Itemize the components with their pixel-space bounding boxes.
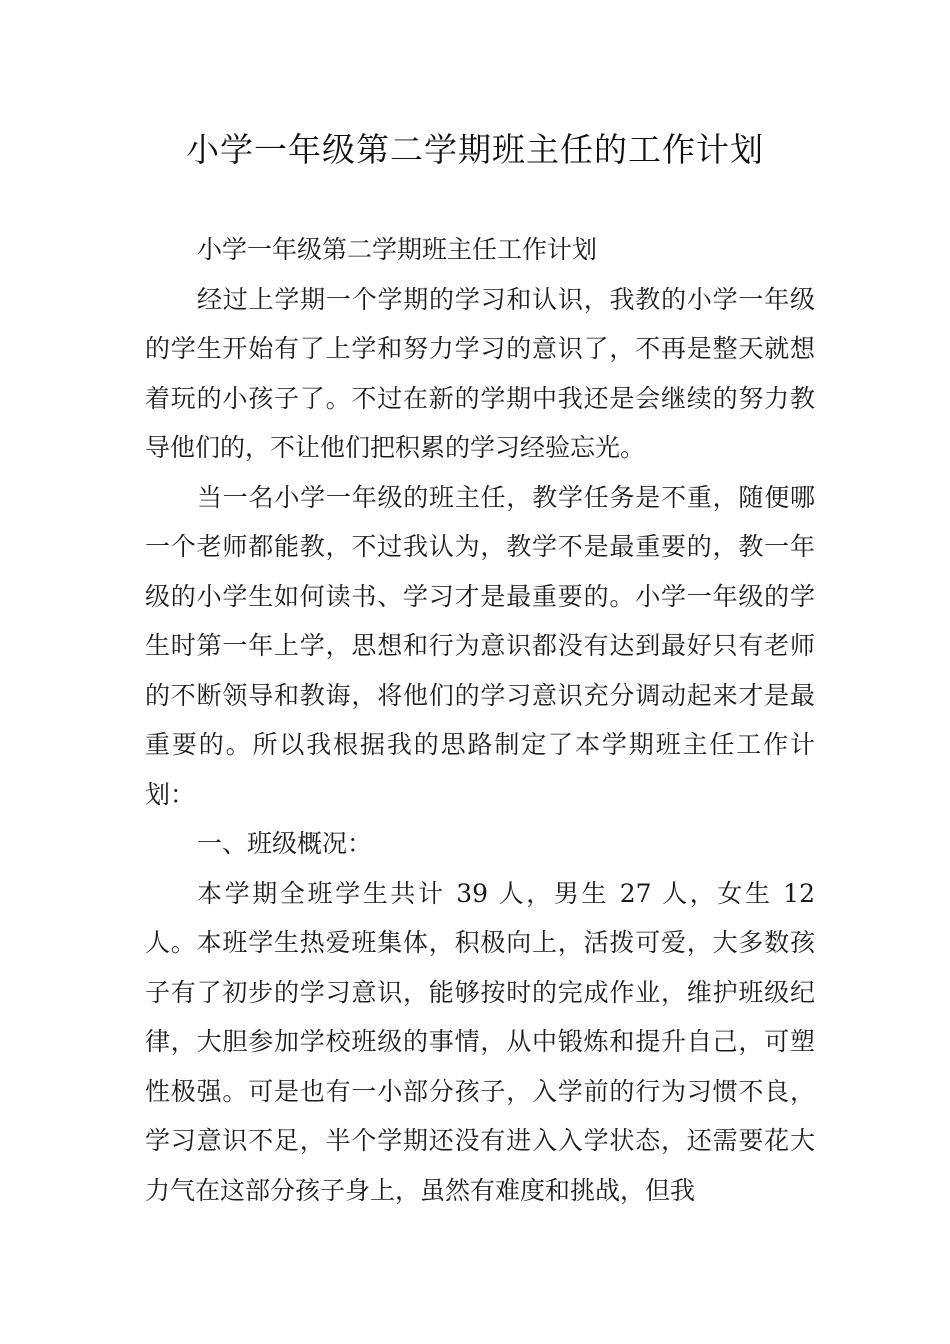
intro-paragraph: 经过上学期一个学期的学习和认识，我教的小学一年级的学生开始有了上学和努力学习的意识了，不再是整天就想着玩的小孩子了。不过在新的学期中我还是会继续的努力教导他们的，不让他们把积累的学习经验忘光。	[145, 284, 815, 462]
subtitle-paragraph: 小学一年级第二学期班主任工作计划	[197, 235, 598, 264]
section-heading-class-overview: 一、班级概况：	[197, 829, 373, 858]
document-title: 小学一年级第二学期班主任的工作计划	[186, 130, 764, 169]
class-overview-paragraph: 本学期全班学生共计 39 人，男生 27 人，女生 12 人。本班学生热爱班集体，积极向上，活拨可爱，大多数孩子有了初步的学习意识，能够按时的完成作业，维护班级纪律，大胆参加学校班级的事情，从中锻炼和提升自己，可塑性极强。可是也有一小部分孩子，入学前的行为习惯不良，学习意识不足，半个学期还没有进入入学状态，还需要花大力气在这部分孩子身上，虽然有难度和挑战，但我	[145, 878, 815, 1205]
role-paragraph: 当一名小学一年级的班主任，教学任务是不重，随便哪一个老师都能教，不过我认为，教学不是最重要的，教一年级的小学生如何读书、学习才是最重要的。小学一年级的学生时第一年上学，思想和行为意识都没有达到最好只有老师的不断领导和教诲，将他们的学习意识充分调动起来才是最重要的。所以我根据我的思路制定了本学期班主任工作计划：	[145, 482, 815, 809]
document-body	[145, 225, 815, 1215]
